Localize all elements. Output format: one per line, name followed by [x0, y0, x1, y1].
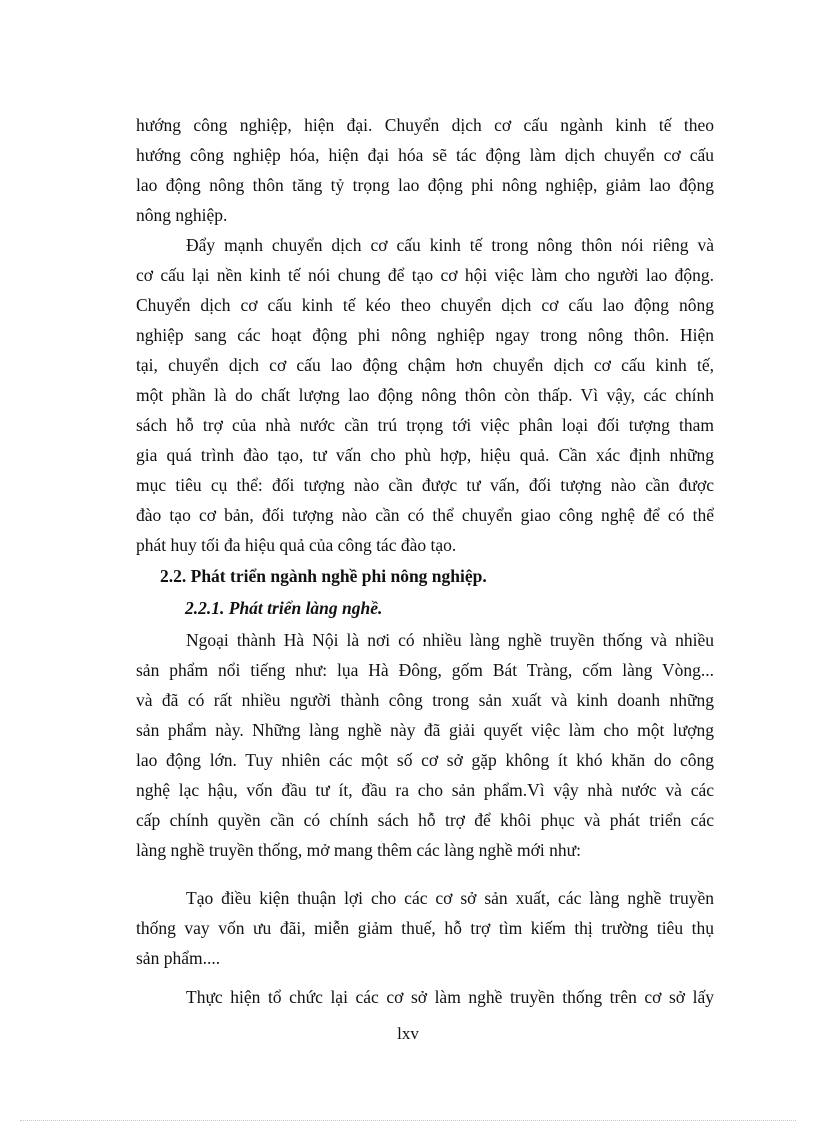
text-line: mục tiêu cụ thể: đối tượng nào cần được tư vấn, đối tượng nào cần được [136, 475, 714, 495]
text-line: Chuyển dịch cơ cấu kinh tế kéo theo chuyển dịch cơ cấu lao động nông [136, 295, 714, 315]
text-line: một phần là do chất lượng lao động nông thôn còn thấp. Vì vậy, các chính [136, 385, 714, 405]
text-line: thống vay vốn ưu đãi, miễn giảm thuế, hỗ trợ tìm kiếm thị trường tiêu thụ [136, 918, 714, 938]
text-line: gia quá trình đào tạo, tư vấn cho phù hợp, hiệu quả. Cần xác định những [136, 445, 714, 465]
text-line: nông nghiệp. [136, 205, 228, 225]
text-line: sản phẩm.... [136, 948, 221, 968]
text-line: sách hỗ trợ của nhà nước cần trú trọng tới việc phân loại đối tượng tham [136, 415, 714, 435]
text-line: cơ cấu lại nền kinh tế nói chung để tạo cơ hội việc làm cho người lao động. [136, 265, 714, 285]
page-number: lxv [397, 1024, 419, 1043]
text-line: tại, chuyển dịch cơ cấu lao động chậm hơn chuyển dịch cơ cấu kinh tế, [136, 355, 714, 375]
paragraph-continuation [136, 110, 714, 230]
text-line: lao động nông thôn tăng tỷ trọng lao động phi nông nghiệp, giảm lao động [136, 175, 714, 195]
text-line: và đã có rất nhiều người thành công trong sản xuất và kinh doanh những [136, 690, 714, 710]
page-bottom-border [20, 1120, 796, 1121]
text-line: hướng công nghiệp hóa, hiện đại hóa sẽ tác động làm dịch chuyển cơ cấu [136, 145, 714, 165]
paragraph-craft-villages [136, 625, 714, 865]
text-line: sản phẩm này. Những làng nghề này đã giải quyết việc làm cho một lượng [136, 720, 714, 740]
text-line: Ngoại thành Hà Nội là nơi có nhiều làng nghề truyền thống và nhiều [186, 630, 714, 650]
text-line: phát huy tối đa hiệu quả của công tác đào tạo. [136, 535, 457, 555]
text-line: Đẩy mạnh chuyển dịch cơ cấu kinh tế trong nông thôn nói riêng và [186, 235, 714, 255]
paragraph-reorganization [136, 982, 714, 1012]
text-line: nghiệp sang các hoạt động phi nông nghiệp ngay trong nông thôn. Hiện [136, 325, 714, 345]
paragraph-economic-restructuring [136, 230, 714, 560]
subsection-heading-2-2-1: 2.2.1. Phát triển làng nghề. [185, 598, 383, 618]
text-line: lao động lớn. Tuy nhiên các một số cơ sở gặp không ít khó khăn do công [136, 750, 714, 770]
text-line: Thực hiện tổ chức lại các cơ sở làm nghề truyền thống trên cơ sở lấy [186, 987, 714, 1007]
text-line: cấp chính quyền cần có chính sách hỗ trợ để khôi phục và phát triển các [136, 810, 714, 830]
text-line: nghệ lạc hậu, vốn đầu tư ít, đầu ra cho sản phẩm.Vì vậy nhà nước và các [136, 780, 714, 800]
text-line: làng nghề truyền thống, mở mang thêm các làng nghề mới như: [136, 840, 581, 860]
paragraph-support-measures [136, 883, 714, 973]
text-line: sản phẩm nổi tiếng như: lụa Hà Đông, gốm Bát Tràng, cốm làng Vòng... [136, 660, 714, 680]
section-heading-2-2: 2.2. Phát triển ngành nghề phi nông nghiệp. [160, 566, 487, 586]
text-line: hướng công nghiệp, hiện đại. Chuyển dịch cơ cấu ngành kinh tế theo [136, 115, 714, 135]
text-line: Tạo điều kiện thuận lợi cho các cơ sở sản xuất, các làng nghề truyền [186, 888, 714, 908]
text-line: đào tạo cơ bản, đối tượng nào cần có thể chuyển giao công nghệ để có thể [136, 505, 714, 525]
